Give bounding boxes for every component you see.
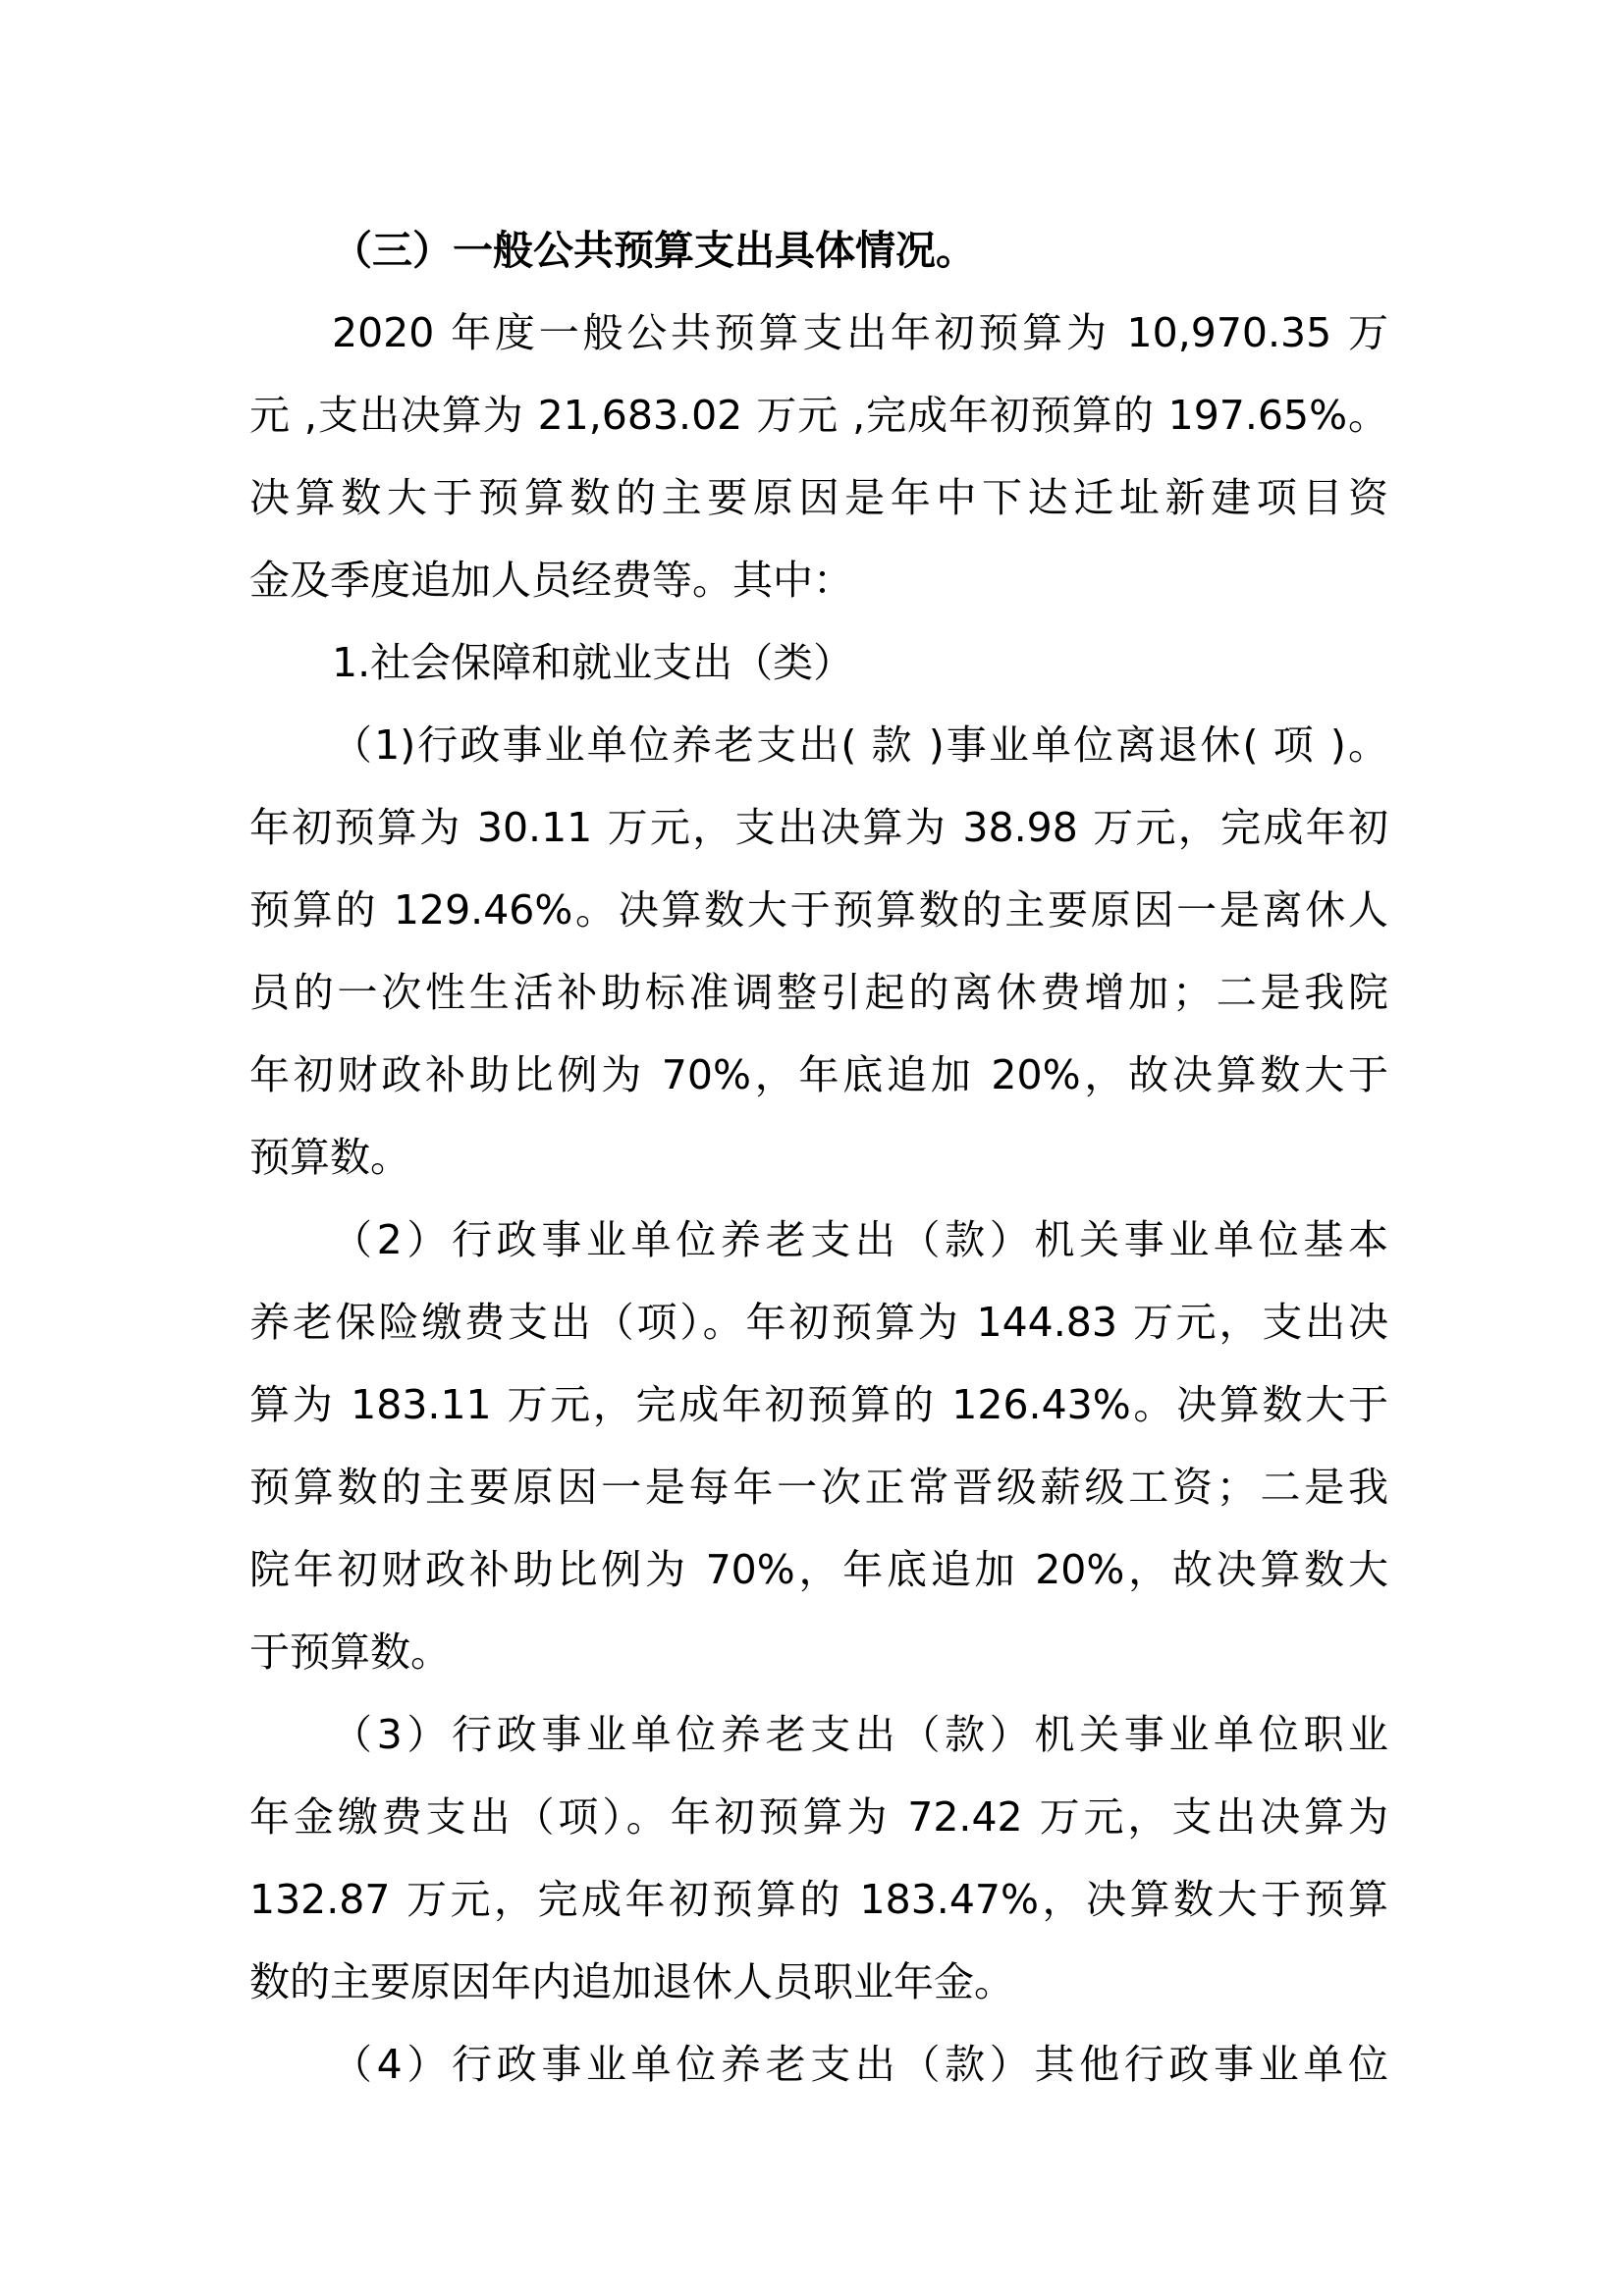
- paragraph-line: 于预算数。: [249, 1629, 451, 1676]
- paragraph-line: 预算的 129.46%。决算数大于预算数的主要原因一是离休人: [249, 886, 1388, 934]
- paragraph-line: 年初财政补助比例为 70%，年底追加 20%，故决算数大于: [249, 1051, 1388, 1098]
- paragraph-line: 2020 年度一般公共预算支出年初预算为 10,970.35 万: [332, 309, 1388, 356]
- subheading-line: 1.社会保障和就业支出（类）: [332, 639, 854, 686]
- paragraph-line: 132.87 万元，完成年初预算的 183.47%，决算数大于预算: [249, 1876, 1388, 1923]
- paragraph-line: 元 ,支出决算为 21,683.02 万元 ,完成年初预算的 197.65%。: [249, 392, 1388, 439]
- paragraph-line: 数的主要原因年内追加退休人员职业年金。: [249, 1958, 1014, 2005]
- paragraph-line: 金及季度追加人员经费等。其中：: [249, 557, 853, 604]
- paragraph-line: 预算数。: [249, 1134, 410, 1181]
- paragraph-line: 员的一次性生活补助标准调整引起的离休费增加；二是我院: [249, 969, 1388, 1016]
- paragraph-line: （1)行政事业单位养老支出( 款 )事业单位离退休( 项 )。: [332, 721, 1388, 769]
- paragraph-line: 预算数的主要原因一是每年一次正常晋级薪级工资；二是我: [249, 1464, 1388, 1511]
- paragraph-line: （4）行政事业单位养老支出（款）其他行政事业单位: [332, 2041, 1388, 2088]
- paragraph-line: 决算数大于预算数的主要原因是年中下达迁址新建项目资: [249, 474, 1388, 521]
- paragraph-line: 养老保险缴费支出（项）。年初预算为 144.83 万元，支出决: [249, 1299, 1388, 1346]
- paragraph-line: 年金缴费支出（项）。年初预算为 72.42 万元，支出决算为: [249, 1793, 1388, 1841]
- paragraph-line: （2）行政事业单位养老支出（款）机关事业单位基本: [332, 1216, 1388, 1263]
- paragraph-line: 院年初财政补助比例为 70%，年底追加 20%，故决算数大: [249, 1546, 1388, 1593]
- paragraph-line: 年初预算为 30.11 万元，支出决算为 38.98 万元，完成年初: [249, 804, 1388, 851]
- paragraph-line: （3）行政事业单位养老支出（款）机关事业单位职业: [332, 1711, 1388, 1758]
- section-heading: （三）一般公共预算支出具体情况。: [332, 227, 976, 274]
- paragraph-line: 算为 183.11 万元，完成年初预算的 126.43%。决算数大于: [249, 1381, 1388, 1428]
